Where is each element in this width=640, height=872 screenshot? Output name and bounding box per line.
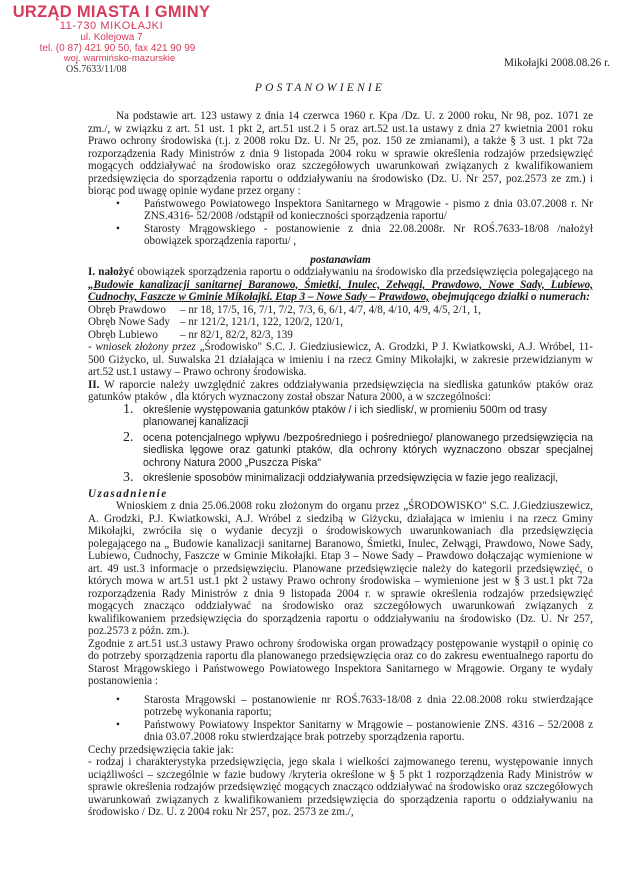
scope-number: 1.	[123, 401, 134, 417]
plots-label: obejmującego działki o numerach:	[429, 291, 590, 303]
office-stamp	[4, 4, 259, 64]
scope-number: 2.	[123, 429, 134, 445]
features-heading: Cechy przedsięwzięcia takie jak:	[88, 743, 234, 756]
opinion-item	[88, 223, 593, 248]
project-name: „Budowie kanalizacji sanitarnej Baranowo, Śmietki, Inulec, Zełwągi, Prawdowo, Nowe Sady, Lubiewo, Cudnochy, Faszcze w Gminie Mikołajki. Etap 3 – Nowe Sady – Prawdowo,	[88, 278, 593, 303]
applicant-label: - wniosek złożony przez	[88, 341, 200, 353]
precinct-row	[88, 304, 593, 317]
precinct-plots: – nr 82/1, 82/2, 82/3, 139	[180, 328, 293, 341]
stamp-street: ul. Kolejowa 7	[80, 32, 143, 43]
legal-basis-paragraph: Na podstawie art. 123 ustawy z dnia 14 czerwca 1960 r. Kpa /Dz. U. z 2000 roku, Nr 98, poz. 1071 ze zm./, w związku z art. 51 ust. 1 pkt 2, art.51 ust.2 i 5 oraz art.52 ust.1a ustawy z dnia 27 kwietnia 2001 roku Prawo ochrony środowiska (t.j. z 2008 roku Dz. U. Nr 25, poz. 150 ze zmianami), a także § 3 ust. 1 pkt 72a rozporządzenia Rady Ministrów z dnia 9 listopada 2004 roku w sprawie określenia rodzajów przedsięwzięć mogących oddziaływać na środowisko oraz szczegółowych uwarunkowań związanych z kwalifikowaniem przedsięwzięcia do sporządzenia raportu o oddziaływaniu na środowisko (Dz. U. Nr 257, poz.2573 ze zm.) i biorąc pod uwagę opinie wydane przez organy :	[88, 110, 593, 197]
section-two-text: W raporcie należy uwzględnić zakres oddziaływania przedsięwzięcia na siedliska gatunków ptaków oraz gatunków ptaków , dla których wyznaczony został obszar Natura 2000, a w szczególności:	[88, 378, 593, 403]
decree-heading: postanawiam	[310, 253, 371, 266]
scope-text: ocena potencjalnego wpływu /bezpośredniego i pośredniego/ planowanego przedsięwzięcia na siedliska lęgowe oraz gatunki ptaków, dla ochrony których wyznaczono obszar specjalnej ochrony Natura 2000 „Puszcza Piska"	[143, 431, 593, 469]
precinct-row	[88, 316, 593, 329]
precinct-name: Obręb Prawdowo	[88, 303, 166, 316]
precinct-plots: – nr 18, 17/5, 16, 7/1, 7/2, 7/3, 6, 6/1, 4/7, 4/8, 4/10, 4/9, 4/5, 2/1, 1,	[180, 303, 482, 316]
justification-paragraph: Wnioskiem z dnia 25.06.2008 roku złożonym do organu przez „ŚRODOWISKO" S.C. J.Giedziuszewicz, A. Grodzki, P.J. Kwiatkowski, A.J. Wróbel z siedzibą w Giżycku, działająca w imieniu i na rzecz Gminy Mikołajki, zwróciła się o wydanie decyzji o środowiskowych uwarunkowaniach dla przedsięwzięcia polegającego na „ Budowie kanalizacji sanitarnej Baranowo, Śmietki, Inulec, Zełwągi, Prawdowo, Nowe Sady, Lubiewo, Cudnochy, Faszcze w Gminie Mikołajki. Etap 3 – Nowe Sady – Prawdowo dołączając wymienione w art. 49 ust.3 informacje o przedsięwzięciu. Planowane przedsięwzięcie należy do kategorii przedsięwzięć, o których mowa w art.51 ust.1 pkt 2 ustawy Prawo ochrony środowiska – wymienione jest w § 3 ust.1 pkt 72a rozporządzenia Rady Ministrów z dnia 9 listopada 2004 r. w sprawie określenia rodzajów przedsięwzięć mogących znacząco oddziaływać na środowisko oraz szczegółowych uwarunkowań związanych z kwalifikowaniem przedsięwzięcia do sporządzenia raportu o oddziaływaniu na środowisko (Dz. U. Nr 257, poz.2573 z późn. zm.).	[88, 500, 593, 637]
stamp-voivodeship: woj. warmińsko-mazurskie	[63, 53, 176, 64]
scope-text: określenie występowania gatunków ptaków / i ich siedlisk/, w promieniu 500m od trasy planowanej kanalizacji	[143, 403, 547, 428]
precinct-row	[88, 329, 593, 342]
stamp-office-name: URZĄD MIASTA I GMINY	[12, 3, 211, 21]
opinion-text: Starosty Mrągowskiego - postanowienie z dnia 22.08.2008r. Nr ROŚ.7633-18/08 /nałożył obowiązek sporządzenia raportu/ ,	[144, 222, 593, 247]
scope-text: określenie sposobów minimalizacji oddziaływania przedsięwzięcia w fazie jego realizacji,	[143, 472, 559, 484]
ruling-item	[88, 719, 593, 744]
case-signature: OŚ.7633/11/08	[66, 64, 127, 75]
scope-number: 3.	[123, 470, 134, 485]
document-title: POSTANOWIENIE	[254, 82, 386, 94]
ruling-text: Państwowy Powiatowy Inspektor Sanitarny w Mrągowie – postanowienie ZNS. 4316 – 52/2008 z dnia 03.07.2008 roku stwierdzające brak potrzeby sporządzenia raportu.	[144, 718, 593, 743]
stamp-postal-code: 11-730 MIKOŁAJKI	[59, 20, 164, 32]
applicant-paragraph	[88, 341, 593, 379]
ruling-text: Starosta Mrągowski – postanowienie nr ROŚ.7633-18/08 z dnia 22.08.2008 roku stwierdzające potrzebę wykonania raportu;	[144, 693, 593, 718]
section-two-label: II.	[88, 378, 100, 391]
scope-item	[88, 429, 593, 470]
precinct-plots: – nr 121/2, 121/1, 122, 120/2, 120/1,	[180, 316, 344, 328]
document-body	[88, 110, 593, 819]
applicant-text: „Środowisko" S.C. J. Giedziusiewicz, A. Grodzki, P J. Kwiatkowski, A.J. Wróbel, 11-500 Giżycko, ul. Suwalska 21 działająca w imieniu i na rzecz Gminy Mikołajki, w zakresie przewidzianym w art.52 ust.1 ustawy – Prawo ochrony środowiska.	[88, 341, 594, 378]
justification-paragraph: Zgodnie z art.51 ust.3 ustawy Prawo ochrony środowiska organ prowadzący postępowanie wystąpił o opinię co do potrzeby sporządzenia raportu dla planowanego przedsięwzięcia oraz co do zakresu ewentualnego raportu do Starost Mrągowskiego i Państwowego Powiatowego Inspektora Sanitarnego w Mrągowie. Organy te wydały postanowienia :	[88, 637, 593, 687]
section-one-label: I. nałożyć	[88, 266, 135, 278]
bullet-icon: •	[116, 197, 120, 210]
section-one-text: obowiązek sporządzenia raportu o oddziaływaniu na środowisko dla przedsięwzięcia polegającego na	[134, 266, 593, 278]
scope-item	[88, 401, 593, 429]
section-one	[88, 266, 593, 304]
precinct-name: Obręb Lubiewo	[88, 328, 158, 341]
opinion-item	[88, 198, 593, 223]
scope-item	[88, 472, 593, 485]
justification-heading: Uzasadnienie	[88, 487, 168, 500]
precinct-name: Obręb Nowe Sady	[88, 316, 170, 328]
opinion-text: Państwowego Powiatowego Inspektora Sanitarnego w Mrągowie - pismo z dnia 03.07.2008 r. Nr ZNS.4316- 52/2008 /odstąpił od konieczności sporządzenia raportu/	[144, 197, 593, 222]
bullet-icon: •	[116, 718, 120, 731]
ruling-item	[88, 694, 593, 719]
bullet-icon: •	[116, 222, 120, 235]
features-paragraph: - rodzaj i charakterystyka przedsięwzięcia, jego skala i wielkości zajmowanego terenu, występowanie innych uciążliwości – szczególnie w fazie budowy /kryteria określone w § 5 pkt 1 rozporządzenia Rady Ministrów w sprawie określenia rodzajów przedsięwzięć mogących znacząco oddziaływać na środowisko oraz szczegółowych uwarunkowań związanych z kwalifikowaniem przedsięwzięcia do sporządzenia raportu o oddziaływaniu na środowisko / Dz. U. z 2004 roku Nr 257, poz. 2573 ze zm./,	[88, 756, 593, 818]
bullet-icon: •	[116, 693, 120, 706]
stamp-phone: tel. (0 87) 421 90 50, fax 421 90 99	[39, 43, 196, 54]
section-two	[88, 379, 593, 404]
document-date: Mikołajki 2008.08.26 r.	[504, 57, 610, 69]
